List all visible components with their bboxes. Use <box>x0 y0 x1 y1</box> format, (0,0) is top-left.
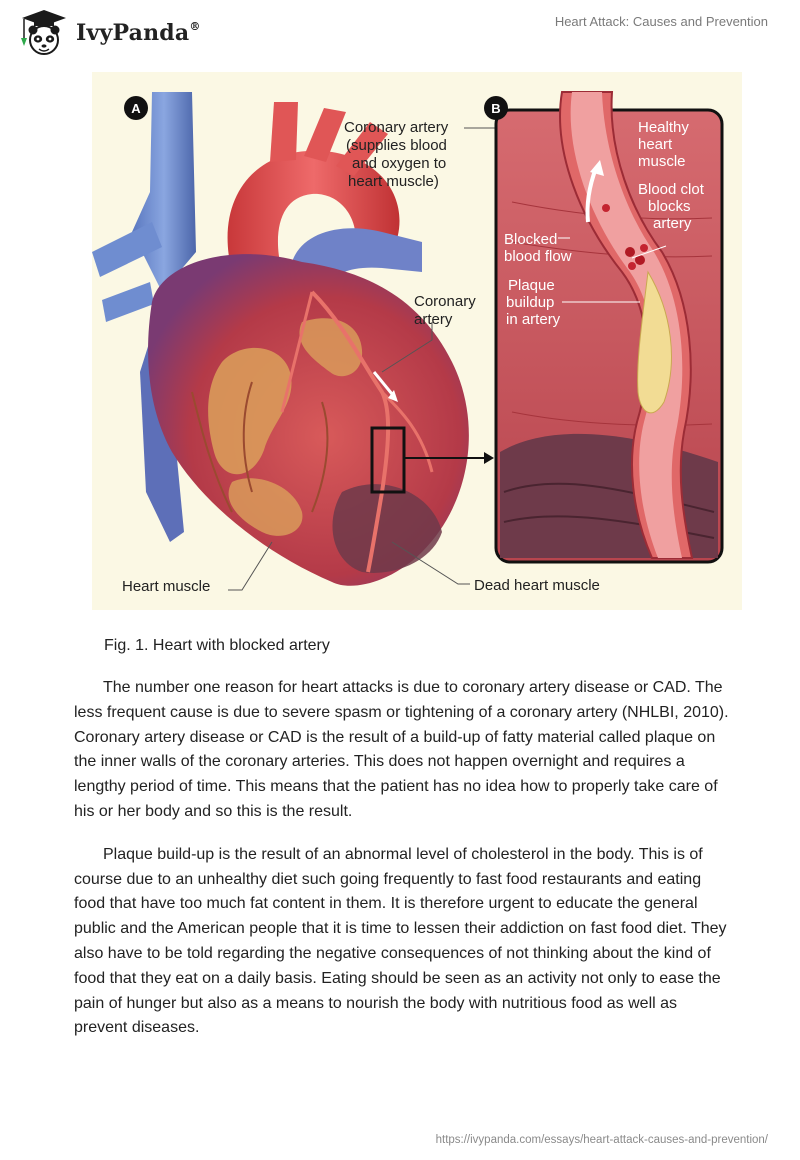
essay-body <box>74 676 729 1059</box>
label-heart-muscle: Heart muscle <box>122 578 211 595</box>
label-coronary-artery-desc: Coronary artery (supplies blood and oxygen to heart muscle) <box>344 119 449 190</box>
svg-text:B: B <box>491 101 501 116</box>
paragraph: Plaque build-up is the result of an abnormal level of cholesterol in the body. This is of course due to an unhealthy diet such going frequently to fast food restaurants and eating food that have too much fat content in them. It is therefore urgent to educate the general public and the American people that it is time to lessen their addiction on fast food diet. They also have to be told regarding the negative consequences of not thinking about the kind of food that they eat on a daily basis. Eating should be seen as an activity not only to ease the pain of hunger but also as a means to nourish the body with nutritious food as well as prevent diseases. <box>74 845 727 1037</box>
page-header <box>0 0 800 64</box>
panda-graduate-icon <box>14 8 72 58</box>
document-title: Heart Attack: Causes and Prevention <box>554 14 768 29</box>
svg-text:A: A <box>131 101 141 116</box>
heart-blocked-artery-illustration <box>92 72 742 610</box>
superior-vena-cava <box>132 92 196 292</box>
heart-attack-figure <box>92 72 742 610</box>
brand-name: IvyPanda® <box>76 20 201 46</box>
label-coronary-artery: Coronary artery <box>414 293 476 328</box>
paragraph: The number one reason for heart attacks is due to coronary artery disease or CAD. The less frequent cause is due to severe spasm or tightening of a coronary artery (NHLBI, 2010). Coronary artery disease or CAD is the result of a build-up of fatty material called plaque on the inner walls of the coronary arteries. This does not happen overnight and requires a lengthy period of time. This means that the patient has no idea how to properly take care of his or her body and so this is the result. <box>74 679 729 820</box>
ivypanda-logo[interactable] <box>14 8 201 58</box>
label-healthy-heart-muscle: Healthy heart muscle <box>638 119 689 170</box>
source-url[interactable]: https://ivypanda.com/essays/heart-attack-causes-and-prevention/ <box>435 1134 768 1146</box>
label-blood-clot: Blood clot blocks artery <box>638 181 704 232</box>
figure-caption: Fig. 1. Heart with blocked artery <box>104 637 330 654</box>
label-dead-heart-muscle: Dead heart muscle <box>474 577 600 594</box>
label-plaque-buildup: Plaque buildup in artery <box>506 277 561 328</box>
label-blocked-blood-flow: Blocked blood flow <box>504 231 572 265</box>
